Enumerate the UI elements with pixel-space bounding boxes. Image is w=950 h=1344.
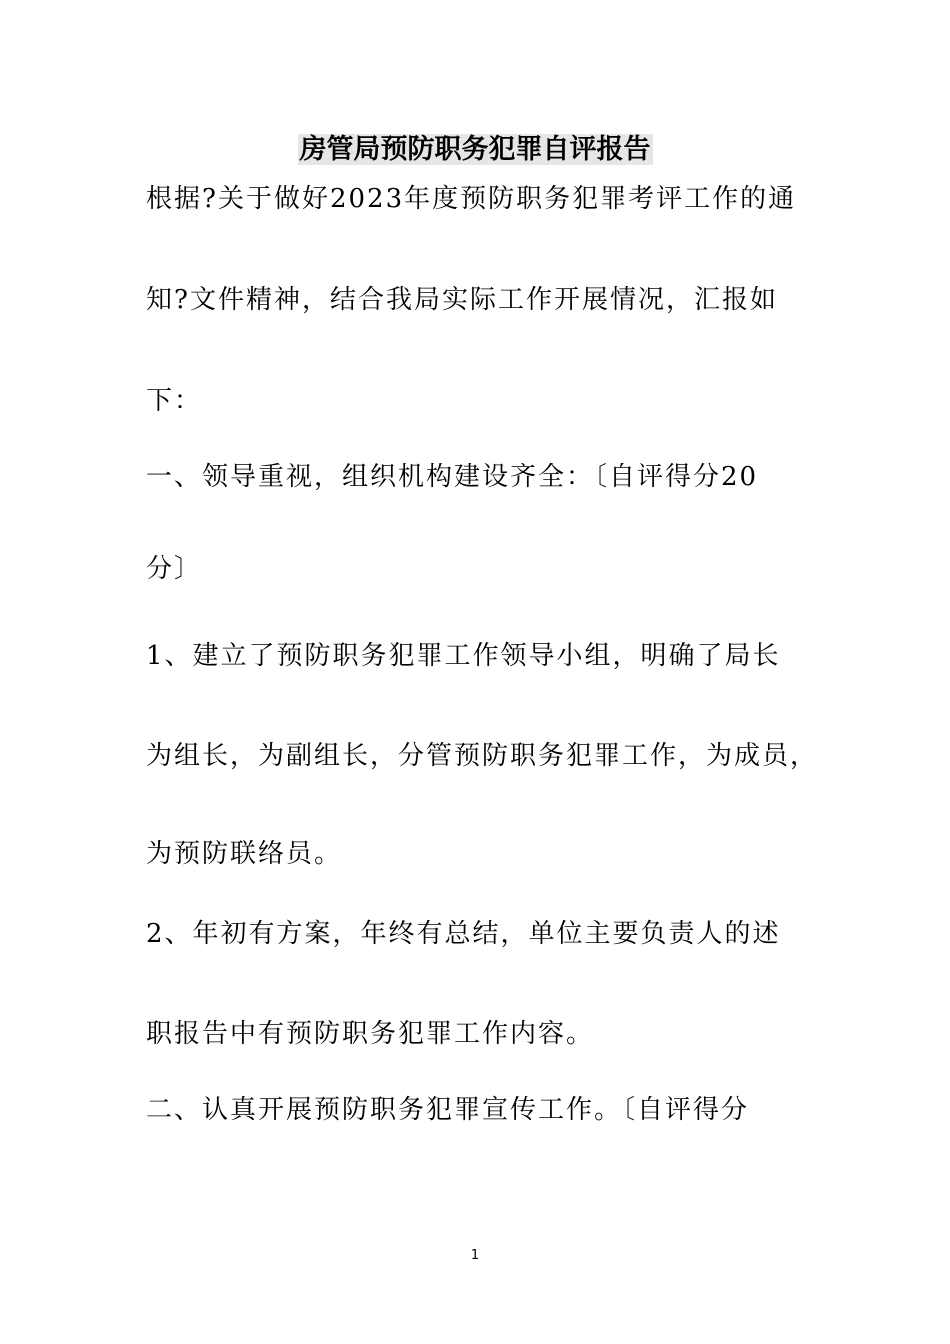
page-number: 1 [470, 1248, 480, 1263]
body-line: 下： [146, 386, 203, 416]
section-heading-line: 分〕 [146, 554, 203, 584]
body-line: 1、建立了预防职务犯罪工作领导小组，明确了局长 [146, 641, 781, 671]
body-line: 为预防联络员。 [146, 839, 343, 869]
section-heading-line: 一、领导重视，组织机构建设齐全：〔自评得分20 [146, 462, 759, 492]
body-line: 知?文件精神，结合我局实际工作开展情况，汇报如 [146, 285, 778, 315]
body-line: 2、年初有方案，年终有总结，单位主要负责人的述 [146, 919, 781, 949]
document-title-text: 房管局预防职务犯罪自评报告 [299, 134, 651, 165]
body-line: 根据?关于做好2023年度预防职务犯罪考评工作的通 [146, 184, 797, 214]
body-line: 职报告中有预防职务犯罪工作内容。 [146, 1019, 595, 1049]
body-line: 为组长，为副组长，分管预防职务犯罪工作，为成员， [146, 741, 819, 771]
section-heading-line: 二、认真开展预防职务犯罪宣传工作。〔自评得分 [146, 1095, 750, 1125]
document-title [0, 130, 950, 170]
